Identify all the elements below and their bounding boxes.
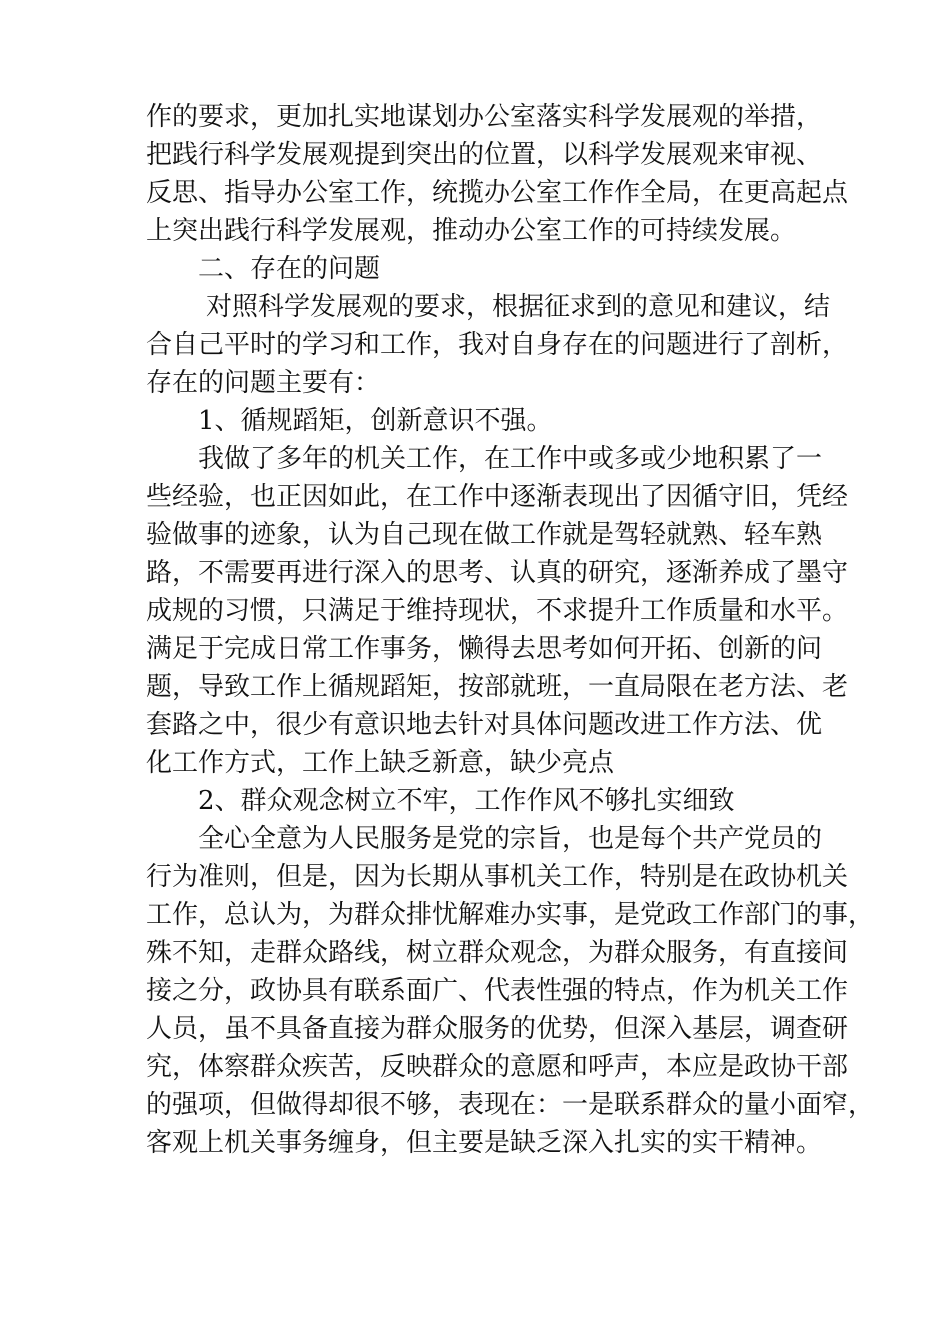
text-line: 接之分，政协具有联系面广、代表性强的特点，作为机关工作 [146,976,849,1006]
text-line: 对照科学发展观的要求，根据征求到的意见和建议，结 [206,292,831,322]
text-line: 全心全意为人民服务是党的宗旨，也是每个共产党员的 [198,824,823,854]
text-line: 套路之中，很少有意识地去针对具体问题改进工作方法、优 [146,710,823,740]
text-line: 存在的问题主要有： [146,368,381,398]
text-line: 成规的习惯，只满足于维持现状，不求提升工作质量和水平。 [146,596,849,626]
text-line: 上突出践行科学发展观，推动办公室工作的可持续发展。 [146,216,797,246]
subsection-heading: 1、循规蹈矩，创新意识不强。 [198,406,553,436]
text-line: 路，不需要再进行深入的思考、认真的研究，逐渐养成了墨守 [146,558,849,588]
section-heading: 二、存在的问题 [198,254,381,284]
text-line: 化工作方式，工作上缺乏新意，缺少亮点 [146,748,615,778]
text-line: 验做事的迹象，认为自己现在做工作就是驾轻就熟、轻车熟 [146,520,823,550]
text-line: 题，导致工作上循规蹈矩，按部就班，一直局限在老方法、老 [146,672,849,702]
text-line: 合自己平时的学习和工作，我对自身存在的问题进行了剖析， [146,330,849,360]
text-line: 的强项，但做得却很不够，表现在：一是联系群众的量小面窄， [146,1090,875,1120]
text-line: 满足于完成日常工作事务，懒得去思考如何开拓、创新的问 [146,634,823,664]
text-line: 作的要求，更加扎实地谋划办公室落实科学发展观的举措， [146,102,823,132]
subsection-heading: 2、群众观念树立不牢，工作作风不够扎实细致 [198,786,735,816]
text-line: 我做了多年的机关工作，在工作中或多或少地积累了一 [198,444,823,474]
text-line: 究，体察群众疾苦，反映群众的意愿和呼声，本应是政协干部 [146,1052,849,1082]
text-line: 些经验，也正因如此，在工作中逐渐表现出了因循守旧，凭经 [146,482,849,512]
text-line: 行为准则，但是，因为长期从事机关工作，特别是在政协机关 [146,862,849,892]
text-line: 客观上机关事务缠身，但主要是缺乏深入扎实的实干精神。 [146,1128,823,1158]
text-line: 人员，虽不具备直接为群众服务的优势，但深入基层，调查研 [146,1014,849,1044]
text-line: 殊不知，走群众路线，树立群众观念，为群众服务，有直接间 [146,938,849,968]
text-line: 工作，总认为，为群众排忧解难办实事，是党政工作部门的事， [146,900,875,930]
text-line: 把践行科学发展观提到突出的位置，以科学发展观来审视、 [146,140,823,170]
text-line: 反思、指导办公室工作，统揽办公室工作作全局，在更高起点 [146,178,849,208]
